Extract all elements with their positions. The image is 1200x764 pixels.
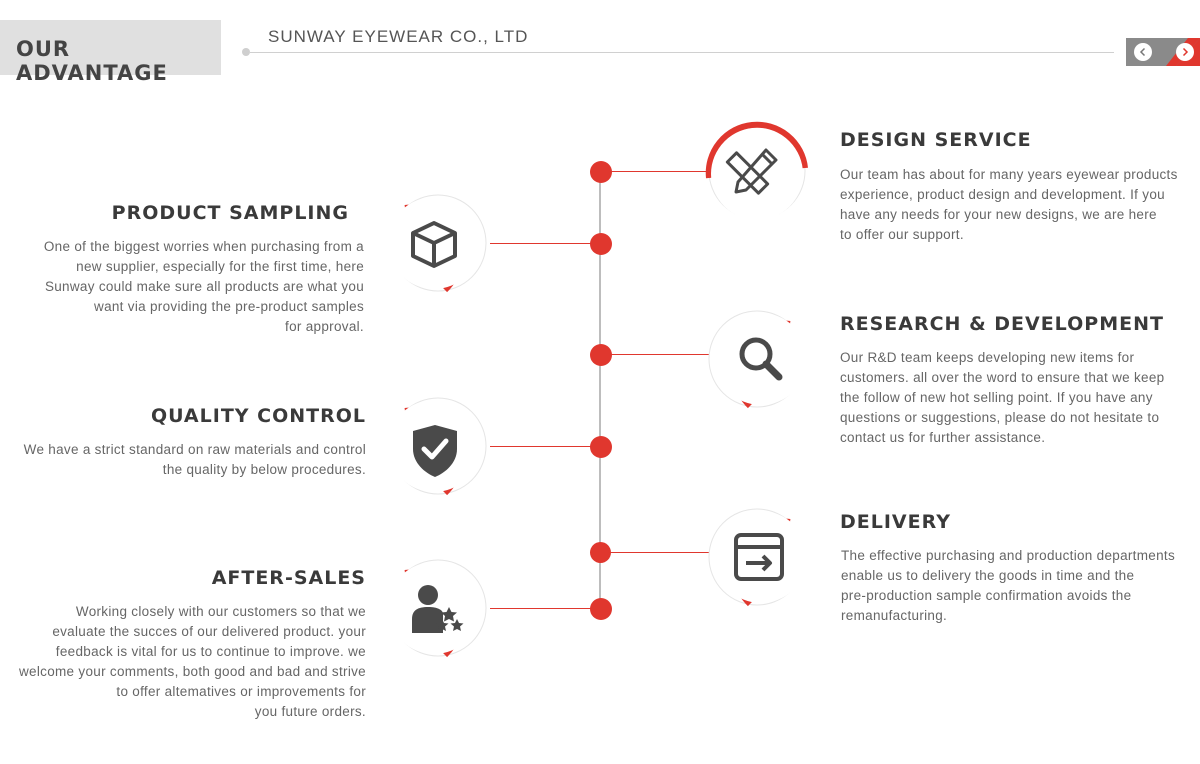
header-divider (250, 52, 1114, 53)
after-sales-title: AFTER-SALES (211, 567, 366, 589)
delivery-title: DELIVERY (840, 511, 951, 533)
connector-aftersales (490, 608, 600, 609)
delivery-badge (704, 504, 810, 610)
quality-control-badge (385, 393, 491, 499)
design-service-badge (704, 118, 810, 224)
quality-control-desc: We have a strict standard on raw materials and control the quality by below procedures. (23, 442, 366, 477)
timeline-dot-design (590, 161, 612, 183)
after-sales-badge (385, 555, 491, 661)
next-button[interactable] (1176, 43, 1194, 61)
quality-control-title: QUALITY CONTROL (150, 405, 366, 427)
company-name: SUNWAY EYEWEAR CO., LTD (268, 27, 529, 46)
rnd-title: RESEARCH & DEVELOPMENT (840, 313, 1164, 335)
timeline-dot-aftersales (590, 598, 612, 620)
timeline-dot-rnd (590, 344, 612, 366)
design-service-desc: Our team has about for many years eyewear products experience, product design and development. If you have any needs for your new designs, we are here to offer our support. (840, 167, 1178, 242)
chevron-right-icon (1176, 43, 1194, 61)
section-title: OUR ADVANTAGE (16, 37, 168, 85)
product-sampling-desc: One of the biggest worries when purchasing from a new supplier, especially for the first time, here Sunway could make sure all products are what you want via providing the pre-product samples for approval. (43, 239, 364, 334)
product-sampling-title: PRODUCT SAMPLING (111, 202, 349, 224)
timeline-dot-quality (590, 436, 612, 458)
section-tab (0, 20, 221, 85)
timeline-dot-delivery (590, 542, 611, 563)
timeline-dot-sampling (590, 233, 612, 255)
chevron-left-icon (1134, 43, 1152, 61)
after-sales-desc: Working closely with our customers so that we evaluate the succes of our delivered product. your feedback is vital for us to continue to improve. we welcome your comments, both good and bad and strive to offer altematives or improvements for you future orders. (19, 604, 366, 719)
slider-nav (1126, 38, 1200, 66)
design-service-title: DESIGN SERVICE (840, 129, 1032, 151)
header-line-dot (242, 48, 250, 56)
product-sampling-badge (385, 190, 491, 296)
connector-sampling (490, 243, 600, 244)
rnd-badge (704, 306, 810, 412)
connector-design (600, 171, 710, 172)
connector-quality (490, 446, 600, 447)
delivery-desc: The effective purchasing and production departments enable us to delivery the goods in time and the pre-production sample confirmation avoids the remanufacturing. (841, 548, 1175, 623)
prev-button[interactable] (1134, 43, 1152, 61)
connector-delivery (600, 552, 710, 553)
rnd-desc: Our R&D team keeps developing new items for customers. all over the word to ensure that we keep the follow of new hot selling point. If you have any questions or suggestions, please do not hesitate to contact us for further assistance. (840, 350, 1165, 445)
connector-rnd (600, 354, 710, 355)
